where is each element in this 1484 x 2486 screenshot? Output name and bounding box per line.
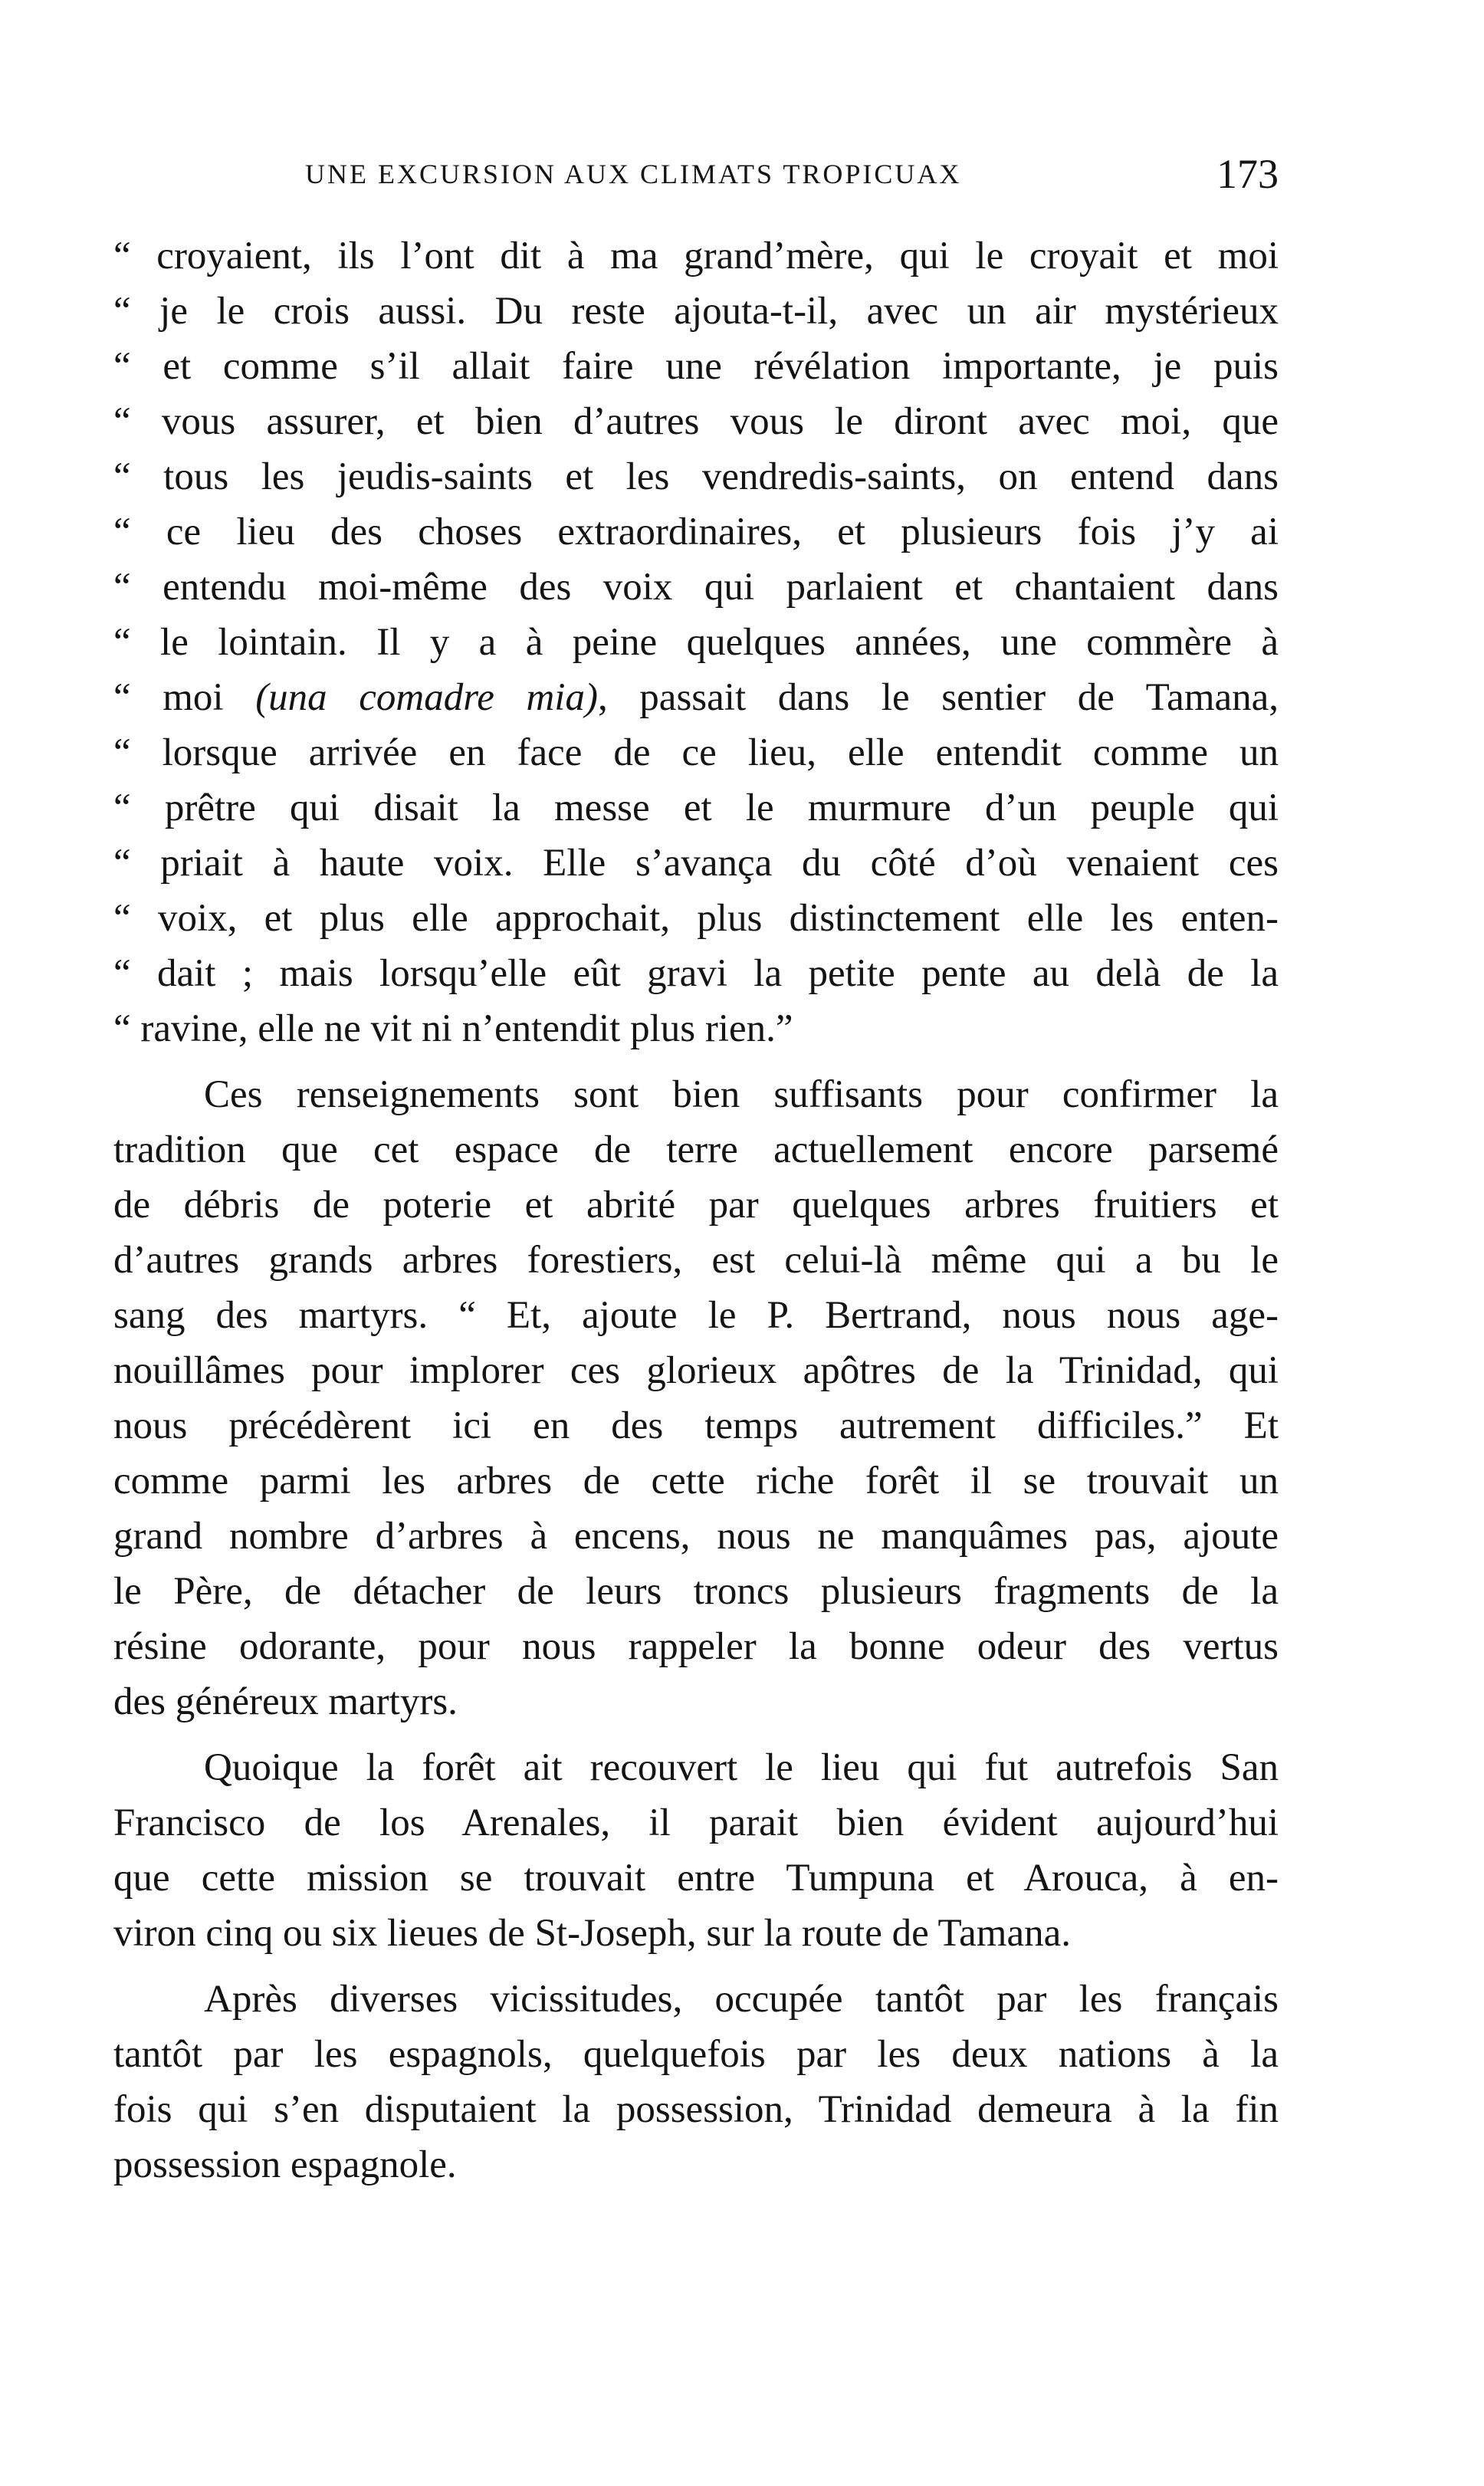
- running-title: UNE EXCURSION AUX CLIMATS TROPICUAX: [305, 159, 962, 189]
- text-line: “ je le crois aussi. Du reste ajouta-t-il, avec un air mystérieux: [113, 290, 1279, 333]
- text-line: “ dait ; mais lorsqu’elle eût gravi la petite pente au delà de la: [113, 952, 1279, 995]
- text-line: nous précédèrent ici en des temps autrement difficiles.” Et: [113, 1404, 1279, 1447]
- text-line: “ le lointain. Il y a à peine quelques années, une commère à: [113, 621, 1279, 664]
- text-line: “ vous assurer, et bien d’autres vous le diront avec moi, que: [113, 400, 1279, 443]
- text-line: nouillâmes pour implorer ces glorieux apôtres de la Trinidad, qui: [113, 1349, 1279, 1392]
- text-line: “ et comme s’il allait faire une révélation importante, je puis: [113, 345, 1279, 388]
- paragraph: [113, 1740, 1279, 1961]
- text-line: “ tous les jeudis-saints et les vendredis-saints, on entend dans: [113, 455, 1279, 498]
- text-line: Ces renseignements sont bien suffisants pour confirmer la: [204, 1073, 1279, 1116]
- text-line: “ prêtre qui disait la messe et le murmure d’un peuple qui: [113, 787, 1279, 829]
- text-line: “ lorsque arrivée en face de ce lieu, elle entendit comme un: [113, 731, 1279, 774]
- text-line: “ voix, et plus elle approchait, plus distinctement elle les enten-: [113, 897, 1279, 940]
- text-line: “ entendu moi-même des voix qui parlaient et chantaient dans: [113, 566, 1279, 609]
- text-line: d’autres grands arbres forestiers, est celui-là même qui a bu le: [113, 1239, 1279, 1282]
- paragraph: [113, 1067, 1279, 1729]
- text-line: que cette mission se trouvait entre Tumpuna et Arouca, à en-: [113, 1857, 1279, 1900]
- text-line: viron cinq ou six lieues de St-Joseph, sur la route de Tamana.: [113, 1912, 1071, 1955]
- text-line: Après diverses vicissitudes, occupée tantôt par les français: [204, 1978, 1279, 2021]
- text-line: “ priait à haute voix. Elle s’avança du côté d’où venaient ces: [113, 842, 1279, 885]
- paragraph: [113, 1972, 1279, 2192]
- page-number: 173: [1216, 151, 1279, 197]
- text-line: “ ravine, elle ne vit ni n’entendit plus rien.”: [113, 1007, 793, 1050]
- text-line: “ croyaient, ils l’ont dit à ma grand’mère, qui le croyait et moi: [113, 235, 1279, 277]
- text-line: comme parmi les arbres de cette riche forêt il se trouvait un: [113, 1460, 1279, 1502]
- text-line: grand nombre d’arbres à encens, nous ne manquâmes pas, ajoute: [113, 1515, 1279, 1558]
- italic-phrase: (una comadre mia): [255, 676, 598, 719]
- text-line: Francisco de los Arenales, il parait bien évident aujourd’hui: [113, 1801, 1279, 1844]
- text-line: résine odorante, pour nous rappeler la bonne odeur des vertus: [113, 1625, 1279, 1668]
- text-line: “ ce lieu des choses extraordinaires, et plusieurs fois j’y ai: [113, 511, 1279, 553]
- paragraph-quotation: [113, 228, 1279, 1056]
- text-line: Quoique la forêt ait recouvert le lieu qui fut autrefois San: [204, 1746, 1279, 1789]
- text-line: le Père, de détacher de leurs troncs plusieurs fragments de la: [113, 1570, 1279, 1613]
- text-line: sang des martyrs. “ Et, ajoute le P. Bertrand, nous nous age-: [113, 1294, 1279, 1337]
- text-line: des généreux martyrs.: [113, 1680, 458, 1723]
- text-line: de débris de poterie et abrité par quelques arbres fruitiers et: [113, 1184, 1279, 1227]
- text-line: “ moi (una comadre mia), passait dans le sentier de Tamana,: [113, 676, 1279, 719]
- running-head: [113, 153, 1279, 199]
- text-line: tradition que cet espace de terre actuellement encore parsemé: [113, 1128, 1279, 1171]
- page-body: [113, 228, 1279, 2192]
- text-line: tantôt par les espagnols, quelquefois par les deux nations à la: [113, 2033, 1279, 2076]
- text-line: fois qui s’en disputaient la possession, Trinidad demeura à la fin: [113, 2088, 1279, 2131]
- text-line: possession espagnole.: [113, 2143, 457, 2186]
